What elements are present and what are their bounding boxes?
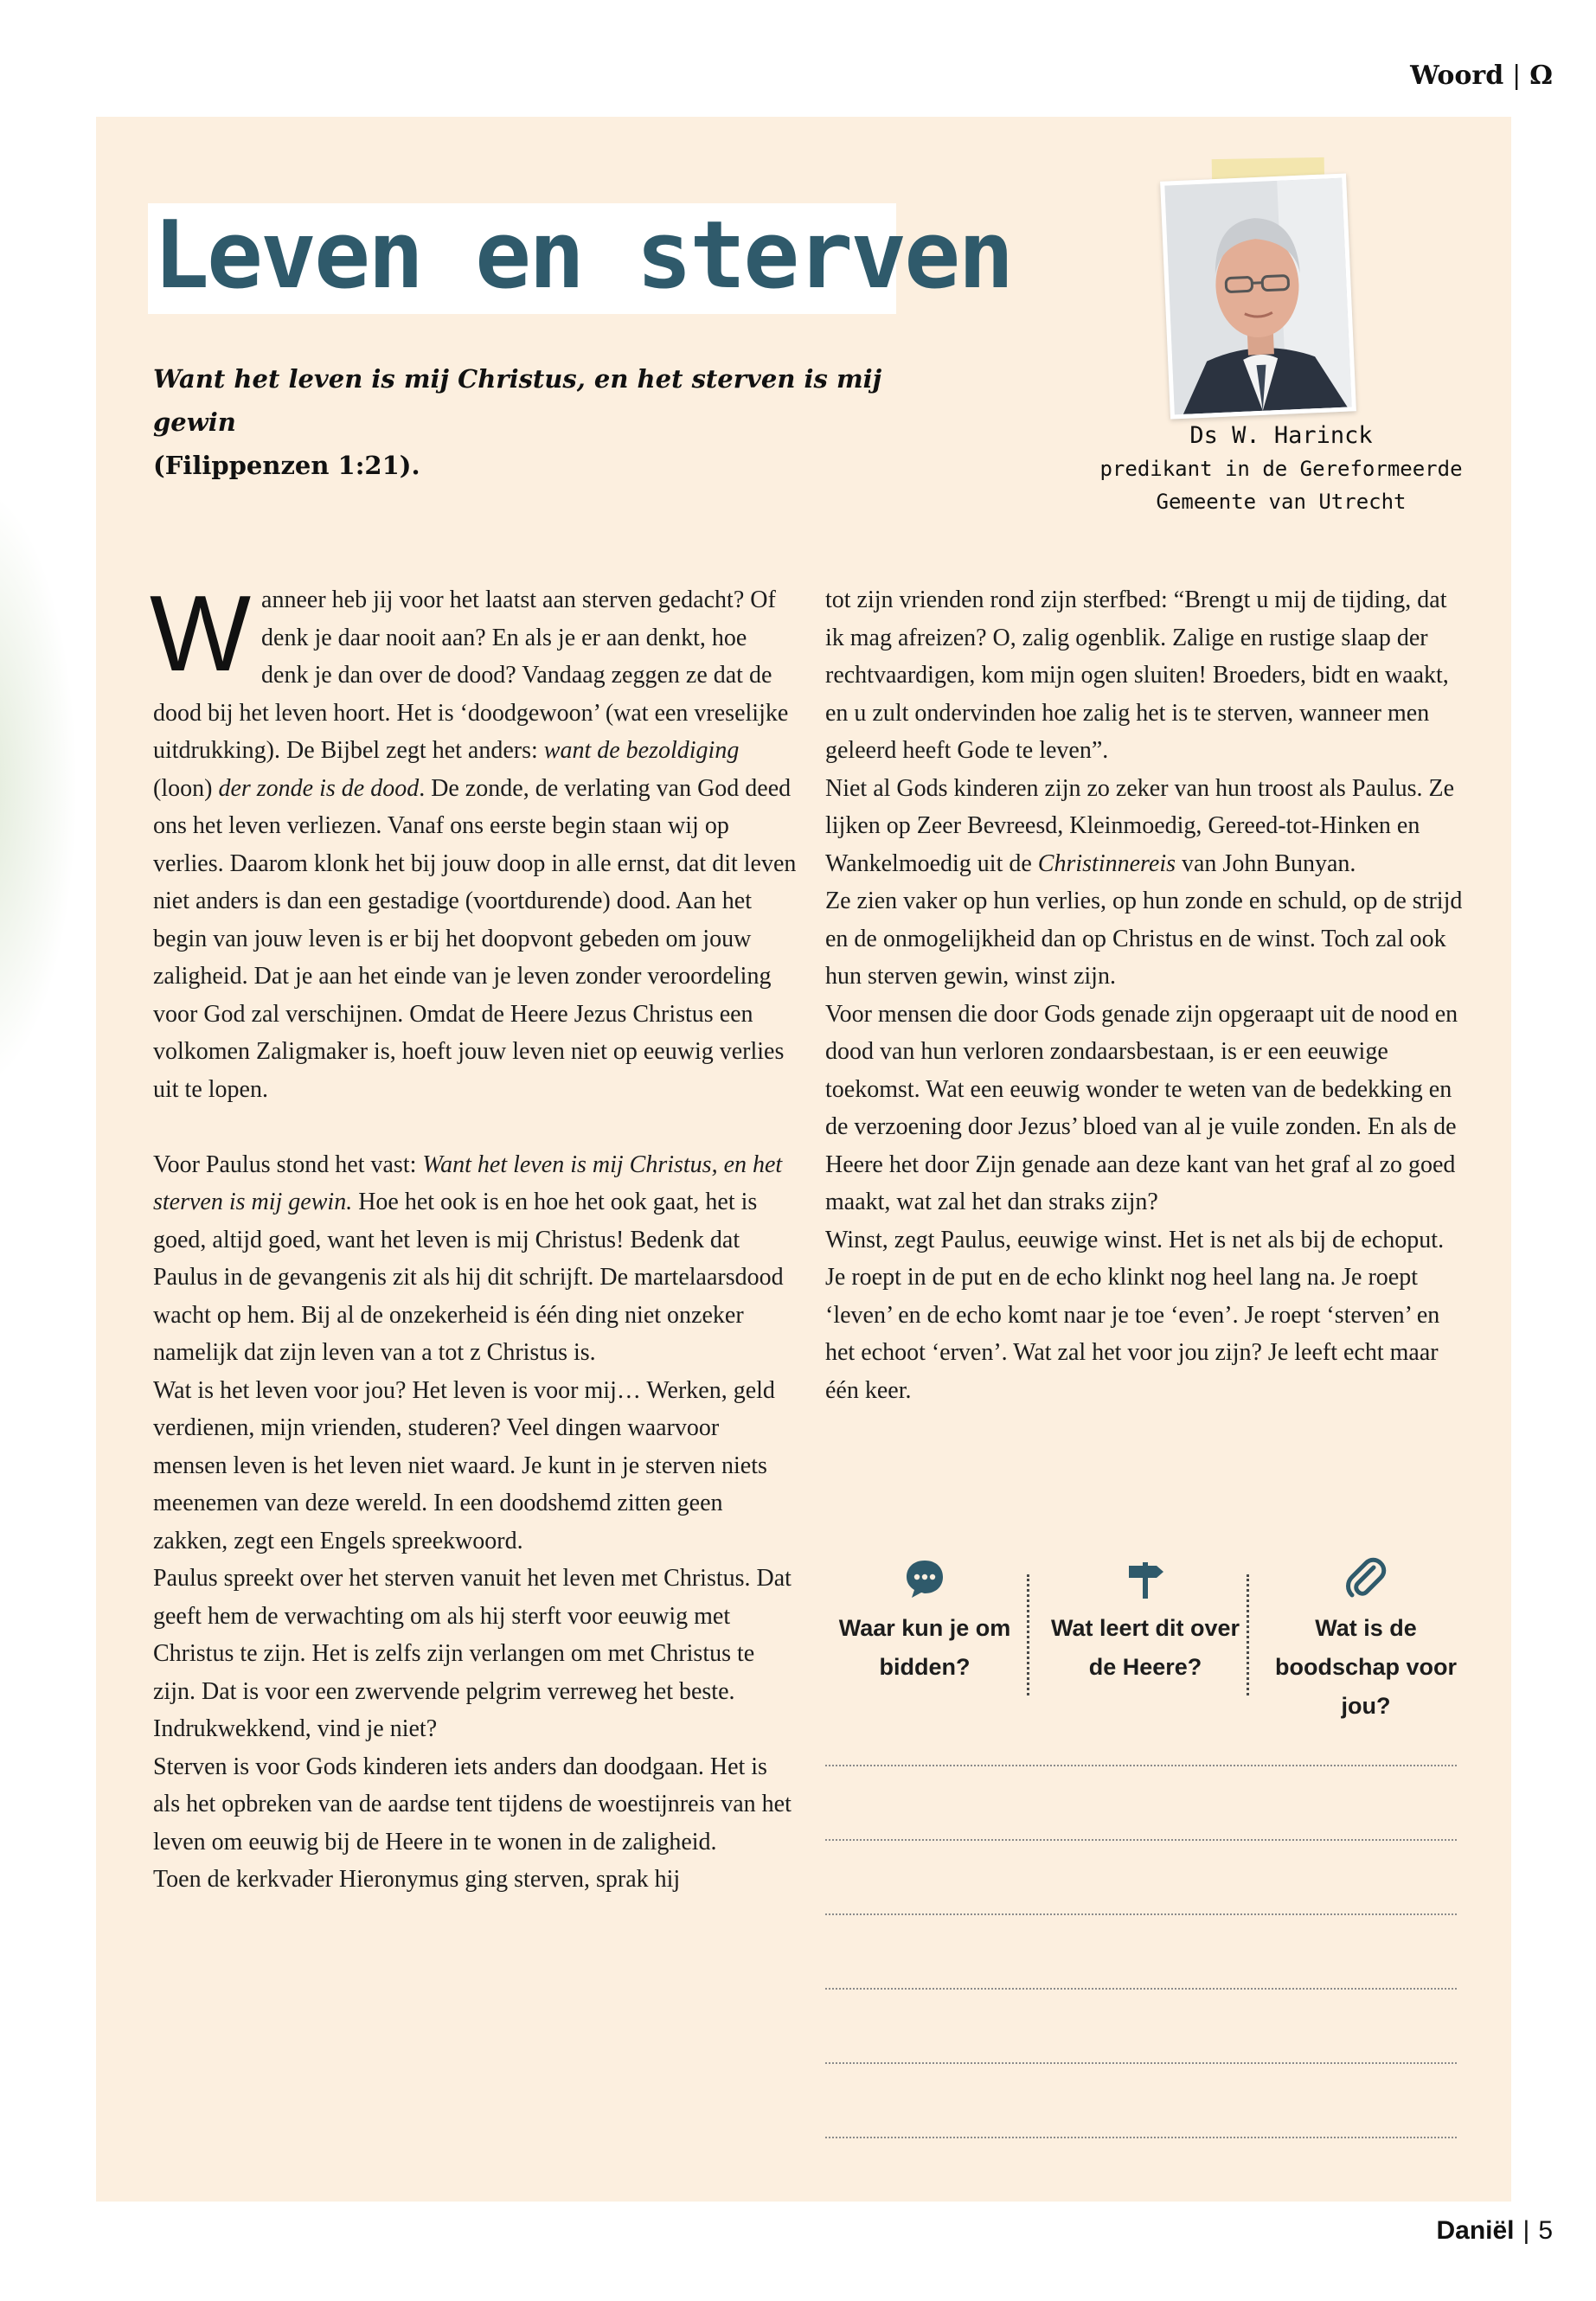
paperclip-icon: [1344, 1557, 1388, 1600]
footer-separator: |: [1522, 2216, 1530, 2245]
page-number: 5: [1538, 2216, 1553, 2245]
writing-lines: [825, 1765, 1457, 2211]
writing-line[interactable]: [825, 2062, 1457, 2064]
paragraph-emphasis: want de bezoldiging: [543, 737, 740, 764]
lead-verse: Want het leven is mij Christus, en het sterven is mij gewin: [153, 364, 882, 437]
paragraph-text: (loon): [153, 774, 219, 802]
article-column-left: [150, 574, 798, 1899]
header-separator: |: [1512, 61, 1522, 91]
paragraph-emphasis: der zonde is de dood: [218, 774, 420, 802]
article-column-right: [825, 581, 1465, 1409]
paragraph-emphasis: Want het leven is mij Christus, en het sterven is mij gewin.: [153, 1150, 783, 1215]
paragraph-text: anneer heb jij voor het laatst aan sterven gedacht? Of denk je daar nooit aan? En als je er aan denkt, hoe denk je dan over de dood? Vandaag zeggen ze dat de dood bij het leven hoort. Het is ‘doodgewoon’ (wat een vreselijke uitdrukking). De Bijbel zegt het anders:: [153, 586, 789, 764]
paragraph: [825, 770, 1465, 883]
paragraph: Sterven is voor Gods kinderen iets anders dan doodgaan. Het is als het opbreken van de aardse tent tijdens de woestijnreis van het leven om eeuwig bij de Heere in te wonen in de zaligheid.: [153, 1753, 792, 1856]
prompt-divider: [1247, 1574, 1249, 1695]
author-name: Ds W. Harinck: [1189, 422, 1373, 449]
paragraph: Paulus spreekt over het sterven vanuit het leven met Christus. Dat geeft hem de verwachting om als hij sterft voor eeuwig met Christus te zijn. Het is zelfs zijn verlangen om met Christus te zijn. Dat is voor een zwervende pelgrim verreweg het beste. Indrukwekkend, vind je niet?: [153, 1565, 792, 1742]
paragraph-text: . De zonde, de verlating van God deed ons het leven verliezen. Vanaf ons eerste begin staan wij op verlies. Daarom klonk het bij jouw doop in alle ernst, dat dit leven niet anders is dan een gestadige (voortdurende) dood. Aan het begin van jouw leven is er bij het doopvont gebeden om jouw zaligheid. Dat je aan het einde van je leven zonder veroordeling voor God zal verschijnen. Omdat de Heere Jezus Christus een volkomen Zaligmaker is, hoeft jouw leven niet op eeuwig verlies uit te lopen.: [153, 774, 797, 1103]
writing-line[interactable]: [825, 1988, 1457, 1990]
prompt-label: Wat leert dit over de Heere?: [1050, 1615, 1240, 1680]
section-header: [1410, 61, 1553, 91]
magazine-name: Daniël: [1436, 2216, 1515, 2245]
article-panel: [96, 117, 1511, 2202]
page-footer: [1436, 2216, 1553, 2246]
paragraph: [150, 574, 798, 1108]
paragraph: Winst, zegt Paulus, eeuwige winst. Het is net als bij de echoput. Je roept in de put en de echo klinkt nog heel lang na. Je roept ‘leven’ en de echo komt naar je toe ‘even’. Je roept ‘sterven’ en het echoot ‘erven’. Wat zal het voor jou zijn? Je leeft echt maar één keer.: [825, 1226, 1445, 1404]
paragraph-text: Voor Paulus stond het vast:: [153, 1150, 423, 1178]
paragraph: tot zijn vrienden rond zijn sterfbed: “Brengt u mij de tijding, dat ik mag afreizen? O, zalig ogenblik. Zalige en rustige slaap der rechtvaardigen, kom mijn ogen sluiten! Broeders, bidt en waakt, en u zult ondervinden hoe zalig het is te sterven, wanneer men geleerd heeft Gode te leven”.: [825, 586, 1449, 764]
writing-line[interactable]: [825, 2137, 1457, 2138]
paragraph: Ze zien vaker op hun verlies, op hun zonde en schuld, op de strijd en de onmogelijkheid dan op Christus en de winst. Toch zal ook hun sterven gewin, winst zijn.: [825, 888, 1463, 990]
author-role: predikant in de Gereformeerde Gemeente van Utrecht: [1099, 457, 1463, 514]
speech-bubble-icon: [903, 1557, 946, 1600]
leaf-decoration: [0, 484, 78, 1090]
section-label: Woord: [1410, 61, 1504, 91]
signpost-icon: [1124, 1557, 1167, 1600]
paragraph-text: Hoe het ook is en hoe het ook gaat, het is goed, altijd goed, want het leven is mij Christus! Bedenk dat Paulus in de gevangenis zit als hij dit schrijft. De martelaarsdood wacht op hem. Bij al de onzekerheid is één ding niet onzeker namelijk dat zijn leven van a tot z Christus is.: [153, 1189, 784, 1366]
lead-reference: (Filippenzen 1:21).: [153, 451, 420, 480]
paragraph: [153, 1146, 798, 1372]
paragraph: Toen de kerkvader Hieronymus ging sterven, sprak hij: [153, 1866, 681, 1893]
article-title: Leven en sterven: [153, 202, 1012, 310]
paragraph-text: van John Bunyan.: [1176, 849, 1356, 877]
omega-icon: Ω: [1529, 61, 1553, 91]
portrait-icon: [1164, 178, 1351, 415]
reflection-prompts: [825, 1557, 1465, 1719]
prompt-divider: [1027, 1574, 1029, 1695]
paragraph: Voor mensen die door Gods genade zijn opgeraapt uit de nood en dood van hun verloren zondaarsbestaan, is er een eeuwige toekomst. Wat een eeuwig wonder te weten van de bedekking en de verzoening door Jezus’ bloed van al je vuile zonden. En als de Heere het door Zijn genade aan deze kant van het graf al zo goed maakt, wat zal het dan straks zijn?: [825, 1000, 1458, 1215]
prompt-pray: [830, 1557, 1020, 1687]
author-caption: [1056, 420, 1506, 518]
paragraph-text: Niet al Gods kinderen zijn zo zeker van hun troost als Paulus. Ze lijken op Zeer Bevreesd, Kleinmoedig, Gereed-tot-Hinken en Wankelmoedig uit de: [825, 774, 1455, 877]
prompt-message: [1271, 1557, 1461, 1726]
prompt-label: Waar kun je om bidden?: [838, 1615, 1011, 1680]
drop-cap: W: [150, 574, 252, 694]
writing-line[interactable]: [825, 1765, 1457, 1766]
paragraph-emphasis: Christinnereis: [1037, 849, 1176, 877]
writing-line[interactable]: [825, 1913, 1457, 1915]
author-photo: [1160, 173, 1356, 419]
article-lead: [153, 357, 914, 487]
prompt-learn: [1050, 1557, 1240, 1687]
paragraph: Wat is het leven voor jou? Het leven is voor mij… Werken, geld verdienen, mijn vrienden, studeren? Veel dingen waarvoor mensen leven is het leven niet waard. Je kunt in je sterven niets meenemen van deze wereld. In een doodshemd zitten geen zakken, zegt een Engels spreekwoord.: [153, 1376, 775, 1554]
prompt-label: Wat is de boodschap voor jou?: [1274, 1615, 1457, 1719]
writing-line[interactable]: [825, 1839, 1457, 1841]
